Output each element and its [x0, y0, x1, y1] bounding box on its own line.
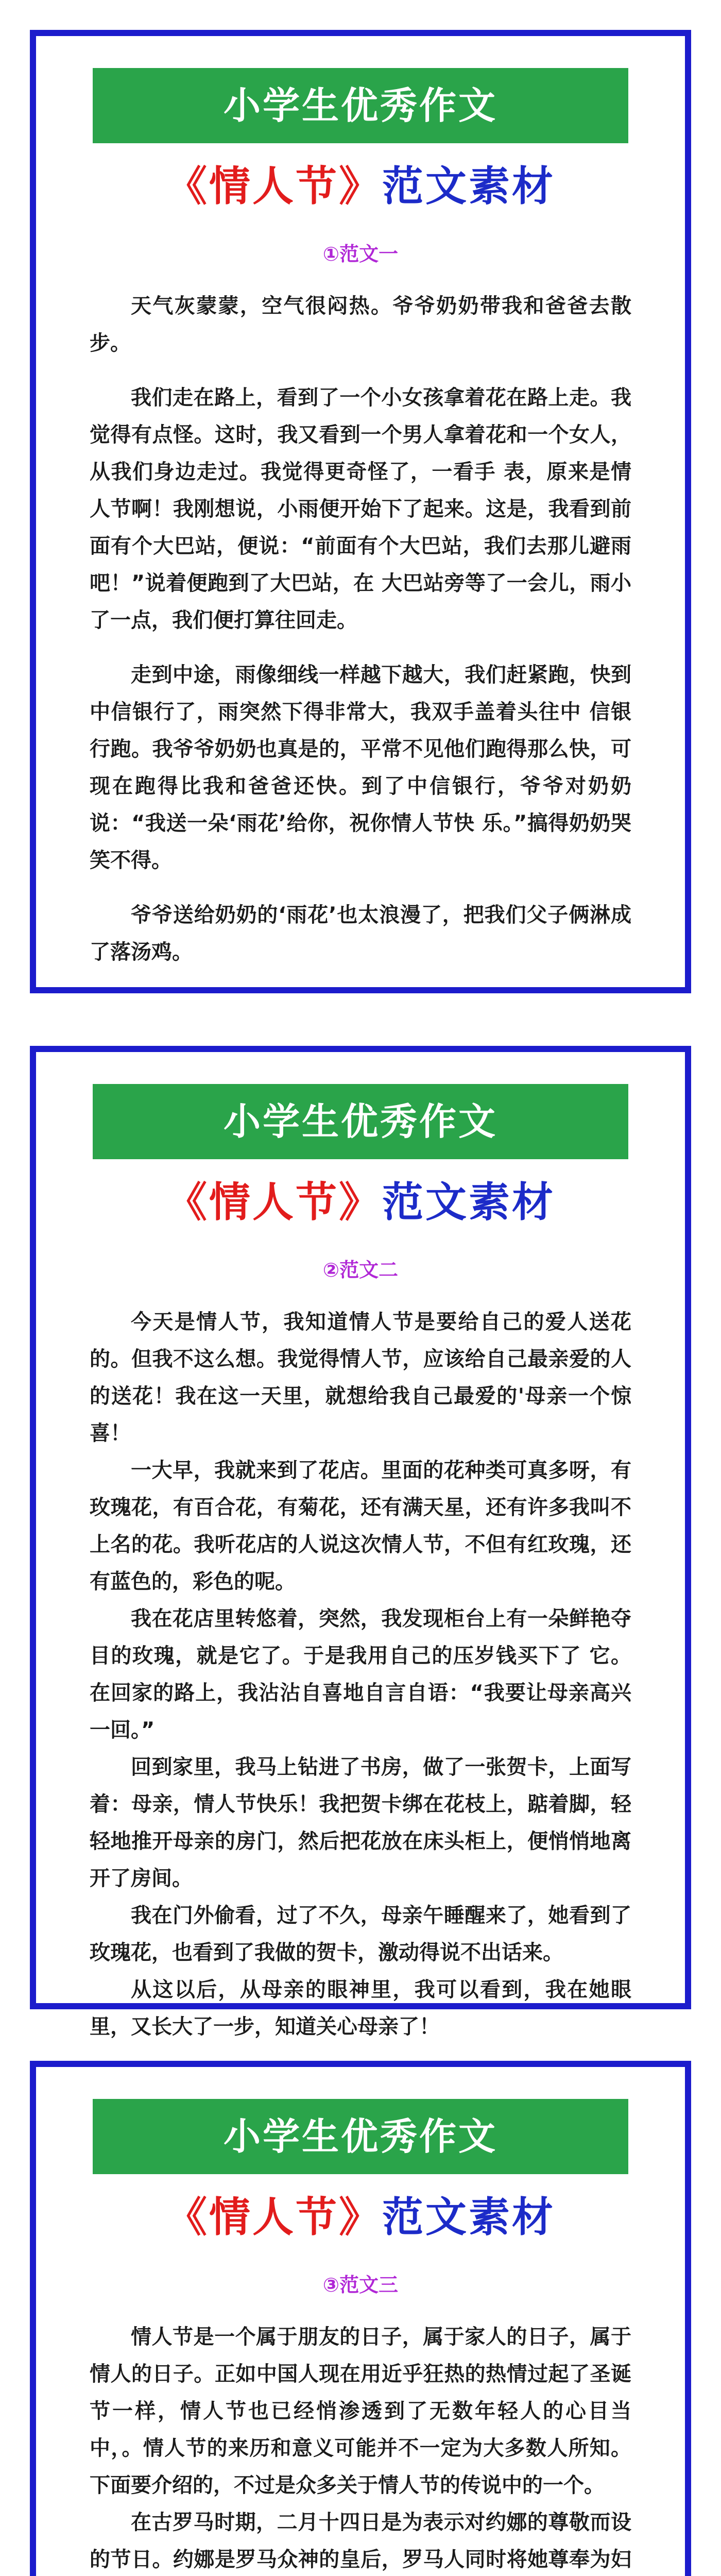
paragraph: 我在花店里转悠着，突然，我发现柜台上有一朵鲜艳夺目的玫瑰，就是它了。于是我用自己的压岁钱买下了 它。在回家的路上，我沾沾自喜地自言自语：“我要让母亲高兴一回。” [90, 1607, 631, 1742]
subtitle-highlight: 《情人节》 [166, 162, 382, 210]
banner-title: 小学生优秀作文 [93, 68, 628, 143]
paragraph: 在古罗马时期，二月十四日是为表示对约娜的尊敬而设的节日。约娜是罗马众神的皇后，罗马人同时将她尊奉为妇 [90, 2511, 631, 2571]
paragraph: 回到家里，我马上钻进了书房，做了一张贺卡，上面写着：母亲，情人节快乐！我把贺卡绑在花枝上，踮着脚，轻轻地推开母亲的房门，然后把花放在床头柜上，便悄悄地离开了房间。 [90, 1755, 631, 1890]
subtitle-rest: 范文素材 [382, 2193, 555, 2241]
paragraph: 爷爷送给奶奶的‘雨花’也太浪漫了，把我们父子俩淋成了落汤鸡。 [90, 903, 631, 964]
paragraph: 我们走在路上，看到了一个小女孩拿着花在路上走。我觉得有点怪。这时，我又看到一个男人拿着花和一个女人，从我们身边走过。我觉得更奇怪了，一看手 表，原来是情人节啊！我刚想说，小雨便开始下了起来。这是，我看到前面有个大巴站，便说：“前面有个大巴站，我们去那儿避雨吧！”说着便跑到了大巴站，在 大巴站旁等了一会儿，雨小了一点，我们便打算往回走。 [90, 386, 631, 632]
subtitle [36, 2192, 685, 2243]
subtitle-rest: 范文素材 [382, 1178, 555, 1226]
paragraph: 天气灰蒙蒙，空气很闷热。爷爷奶奶带我和爸爸去散步。 [90, 294, 631, 355]
paragraph: 我在门外偷看，过了不久，母亲午睡醒来了，她看到了玫瑰花，也看到了我做的贺卡，激动得说不出话来。 [90, 1904, 631, 1964]
essay-body [90, 2318, 631, 2576]
essay-body [90, 1303, 631, 2045]
paragraph: 今天是情人节，我知道情人节是要给自己的爱人送花的。但我不这么想。我觉得情人节，应该给自己最亲爱的人的送花！我在这一天里，就想给我自己最爱的'母亲一个惊喜！ [90, 1310, 631, 1445]
section-label: ②范文二 [322, 1259, 399, 1281]
banner-title: 小学生优秀作文 [93, 1084, 628, 1159]
essay-card-1 [30, 30, 691, 993]
essay-body [90, 287, 631, 971]
subtitle-highlight: 《情人节》 [166, 1178, 382, 1226]
section-label: ③范文三 [322, 2274, 399, 2296]
essay-card-2 [30, 1046, 691, 2039]
subtitle [36, 161, 685, 212]
subtitle-highlight: 《情人节》 [166, 2193, 382, 2241]
subtitle [36, 1177, 685, 1228]
paragraph: 从这以后，从母亲的眼神里，我可以看到，我在她眼里，又长大了一步，知道关心母亲了！ [90, 1978, 631, 2039]
paragraph: 走到中途，雨像细线一样越下越大，我们赶紧跑，快到中信银行了，雨突然下得非常大，我双手盖着头往中 信银行跑。我爷爷奶奶也真是的，平常不见他们跑得那么快，可现在跑得比我和爸爸还快。到了中信银行，爷爷对奶奶说：“我送一朵‘雨花’给你，祝你情人节快 乐。”搞得奶奶哭笑不得。 [90, 663, 631, 872]
section-label: ①范文一 [322, 243, 399, 265]
paragraph: 情人节是一个属于朋友的日子，属于家人的日子，属于情人的日子。正如中国人现在用近乎狂热的热情过起了圣诞节一样，情人节也已经悄渗透到了无数年轻人的心目当中，。情人节的来历和意义可能并不一定为大多数人所知。下面要介绍的，不过是众多关于情人节的传说中的一个。 [90, 2325, 631, 2497]
essay-card-3 [30, 2061, 691, 2576]
paragraph: 一大早，我就来到了花店。里面的花种类可真多呀，有玫瑰花，有百合花，有菊花，还有满天星，还有许多我叫不上名的花。我听花店的人说这次情人节，不但有红玫瑰，还有蓝色的，彩色的呢。 [90, 1459, 631, 1594]
banner-title: 小学生优秀作文 [93, 2099, 628, 2174]
subtitle-rest: 范文素材 [382, 162, 555, 210]
